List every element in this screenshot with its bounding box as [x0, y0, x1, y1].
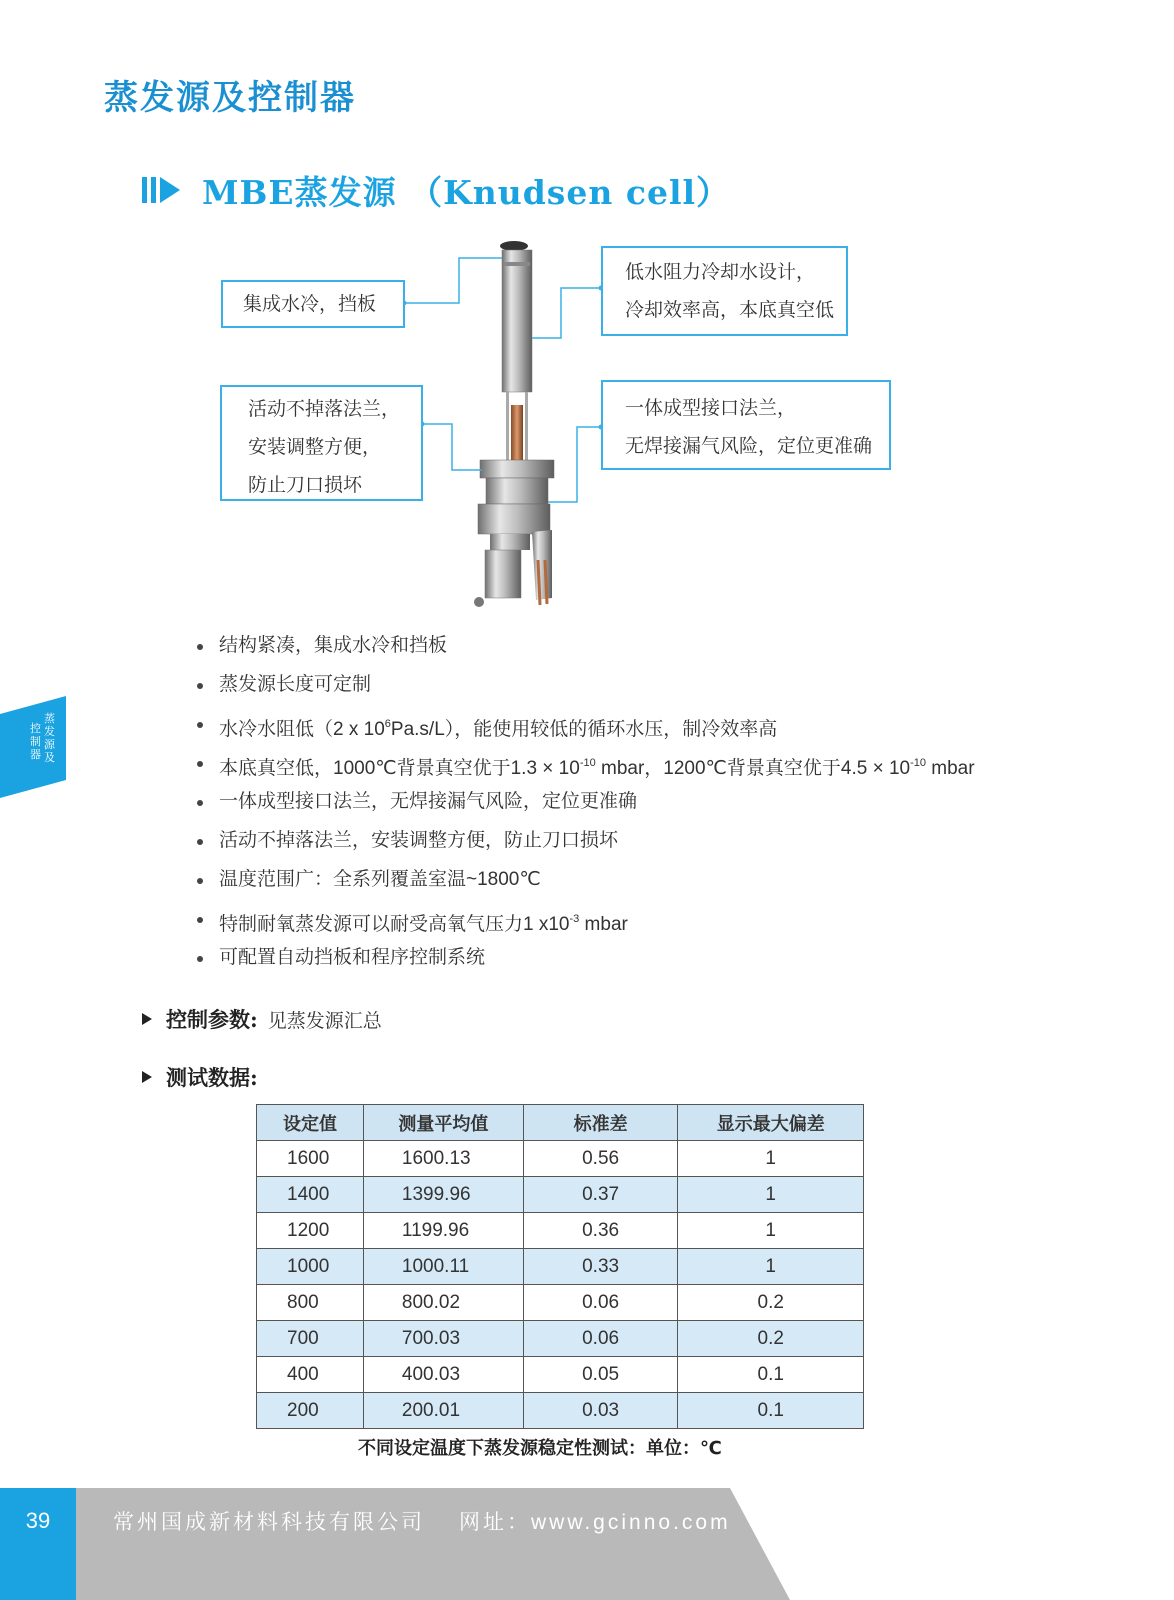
- table-cell: 800: [257, 1285, 364, 1321]
- table-cell: 1400: [257, 1177, 364, 1213]
- table-cell: 200.01: [363, 1393, 523, 1429]
- footer-bar: [0, 1488, 1174, 1600]
- page-number-box: [0, 1488, 76, 1600]
- control-params-label: 控制参数:: [166, 1007, 258, 1032]
- callout-text: 一体成型接口法兰，: [625, 398, 797, 419]
- test-data-table: [256, 1104, 864, 1429]
- control-params-value: 见蒸发源汇总: [267, 1010, 382, 1032]
- table-cell: 400: [257, 1357, 364, 1393]
- table-row: [257, 1249, 864, 1285]
- callout-text: 无焊接漏气风险，定位更准确: [625, 436, 873, 457]
- table-cell: 0.36: [523, 1213, 678, 1249]
- page-number: 39: [25, 1508, 51, 1533]
- table-cell: 1399.96: [363, 1177, 523, 1213]
- callout-text: 安装调整方便，: [248, 437, 382, 458]
- table-cell: 0.1: [678, 1357, 864, 1393]
- control-params: [142, 1004, 382, 1034]
- feature-item: 结构紧凑，集成水冷和挡板: [195, 628, 975, 667]
- feature-item: 水冷水阻低（2 x $10^6Pa.s/L$），能使用较低的循环水压，制冷效率高: [195, 706, 975, 745]
- table-row: [257, 1393, 864, 1429]
- callout-text: 防止刀口损坏: [248, 475, 363, 496]
- table-row: [257, 1141, 864, 1177]
- callout-flange: [220, 385, 423, 501]
- table-cell: 0.03: [523, 1393, 678, 1429]
- table-cell: 0.05: [523, 1357, 678, 1393]
- website-link[interactable]: 网址：www.gcinno.com: [459, 1511, 731, 1534]
- company-name: 常州国成新材料科技有限公司: [113, 1511, 425, 1534]
- table-cell: 1200: [257, 1213, 364, 1249]
- table-cell: 700: [257, 1321, 364, 1357]
- table-row: [257, 1321, 864, 1357]
- table-cell: 1: [678, 1249, 864, 1285]
- side-tab-label: 控制器 蒸发源及: [30, 712, 55, 764]
- table-row: [257, 1357, 864, 1393]
- table-cell: 700.03: [363, 1321, 523, 1357]
- table-cell: 1000: [257, 1249, 364, 1285]
- feature-item: 温度范围广：全系列覆盖室温~1800℃: [195, 862, 975, 901]
- table-cell: 1: [678, 1177, 864, 1213]
- footer-text: [113, 1506, 731, 1536]
- table-cell: 400.03: [363, 1357, 523, 1393]
- table-cell: 0.2: [678, 1285, 864, 1321]
- callout-text: 低水阻力冷却水设计，: [625, 262, 816, 283]
- table-cell: 0.06: [523, 1321, 678, 1357]
- feature-item: 本底真空低，1000℃背景真空优于$1.3 \times 10^{-10}$ mbar，1200℃背景真空优于$4.5 \times 10^{-10}$ mbar: [195, 745, 975, 784]
- knudsen-cell-image: [0, 0, 1174, 640]
- callout-text: 冷却效率高，本底真空低: [625, 300, 835, 321]
- callout-interface-flange: [601, 380, 891, 470]
- table-header-row: [257, 1105, 864, 1141]
- table-row: [257, 1285, 864, 1321]
- page-title: 蒸发源及控制器: [104, 78, 356, 118]
- callout-text: 活动不掉落法兰，: [248, 399, 401, 420]
- triangle-bullet-icon: [142, 1013, 152, 1025]
- table-row: [257, 1177, 864, 1213]
- table-cell: 1000.11: [363, 1249, 523, 1285]
- callout-text: 集成水冷，挡板: [243, 294, 377, 315]
- feature-item: 活动不掉落法兰，安装调整方便，防止刀口损坏: [195, 823, 975, 862]
- test-data-heading: [142, 1062, 258, 1092]
- feature-item: 可配置自动挡板和程序控制系统: [195, 940, 975, 979]
- column-header: 显示最大偏差: [678, 1105, 864, 1141]
- table-cell: 0.06: [523, 1285, 678, 1321]
- table-cell: 0.1: [678, 1393, 864, 1429]
- feature-item: 特制耐氧蒸发源可以耐受高氧气压力1 $x10^{-3}$ mbar: [195, 901, 975, 940]
- triangle-bullet-icon: [142, 1071, 152, 1083]
- table-cell: 0.2: [678, 1321, 864, 1357]
- table-cell: 1600: [257, 1141, 364, 1177]
- column-header: 标准差: [523, 1105, 678, 1141]
- feature-list: [195, 628, 975, 979]
- column-header: 设定值: [257, 1105, 364, 1141]
- table-cell: 1: [678, 1141, 864, 1177]
- table-row: [257, 1213, 864, 1249]
- table-caption: 不同设定温度下蒸发源稳定性测试：单位：℃: [358, 1438, 722, 1459]
- feature-item: 蒸发源长度可定制: [195, 667, 975, 706]
- section-title: MBE蒸发源 （Knudsen cell）: [202, 172, 731, 212]
- callout-low-resistance: [601, 246, 848, 336]
- callout-water-cooling: [221, 280, 405, 328]
- table-cell: 1: [678, 1213, 864, 1249]
- table-cell: 1600.13: [363, 1141, 523, 1177]
- feature-item: 一体成型接口法兰，无焊接漏气风险，定位更准确: [195, 784, 975, 823]
- table-cell: 0.33: [523, 1249, 678, 1285]
- table-cell: 0.37: [523, 1177, 678, 1213]
- table-cell: 200: [257, 1393, 364, 1429]
- column-header: 测量平均值: [363, 1105, 523, 1141]
- table-cell: 0.56: [523, 1141, 678, 1177]
- table-cell: 1199.96: [363, 1213, 523, 1249]
- table-cell: 800.02: [363, 1285, 523, 1321]
- test-data-label: 测试数据:: [166, 1065, 258, 1090]
